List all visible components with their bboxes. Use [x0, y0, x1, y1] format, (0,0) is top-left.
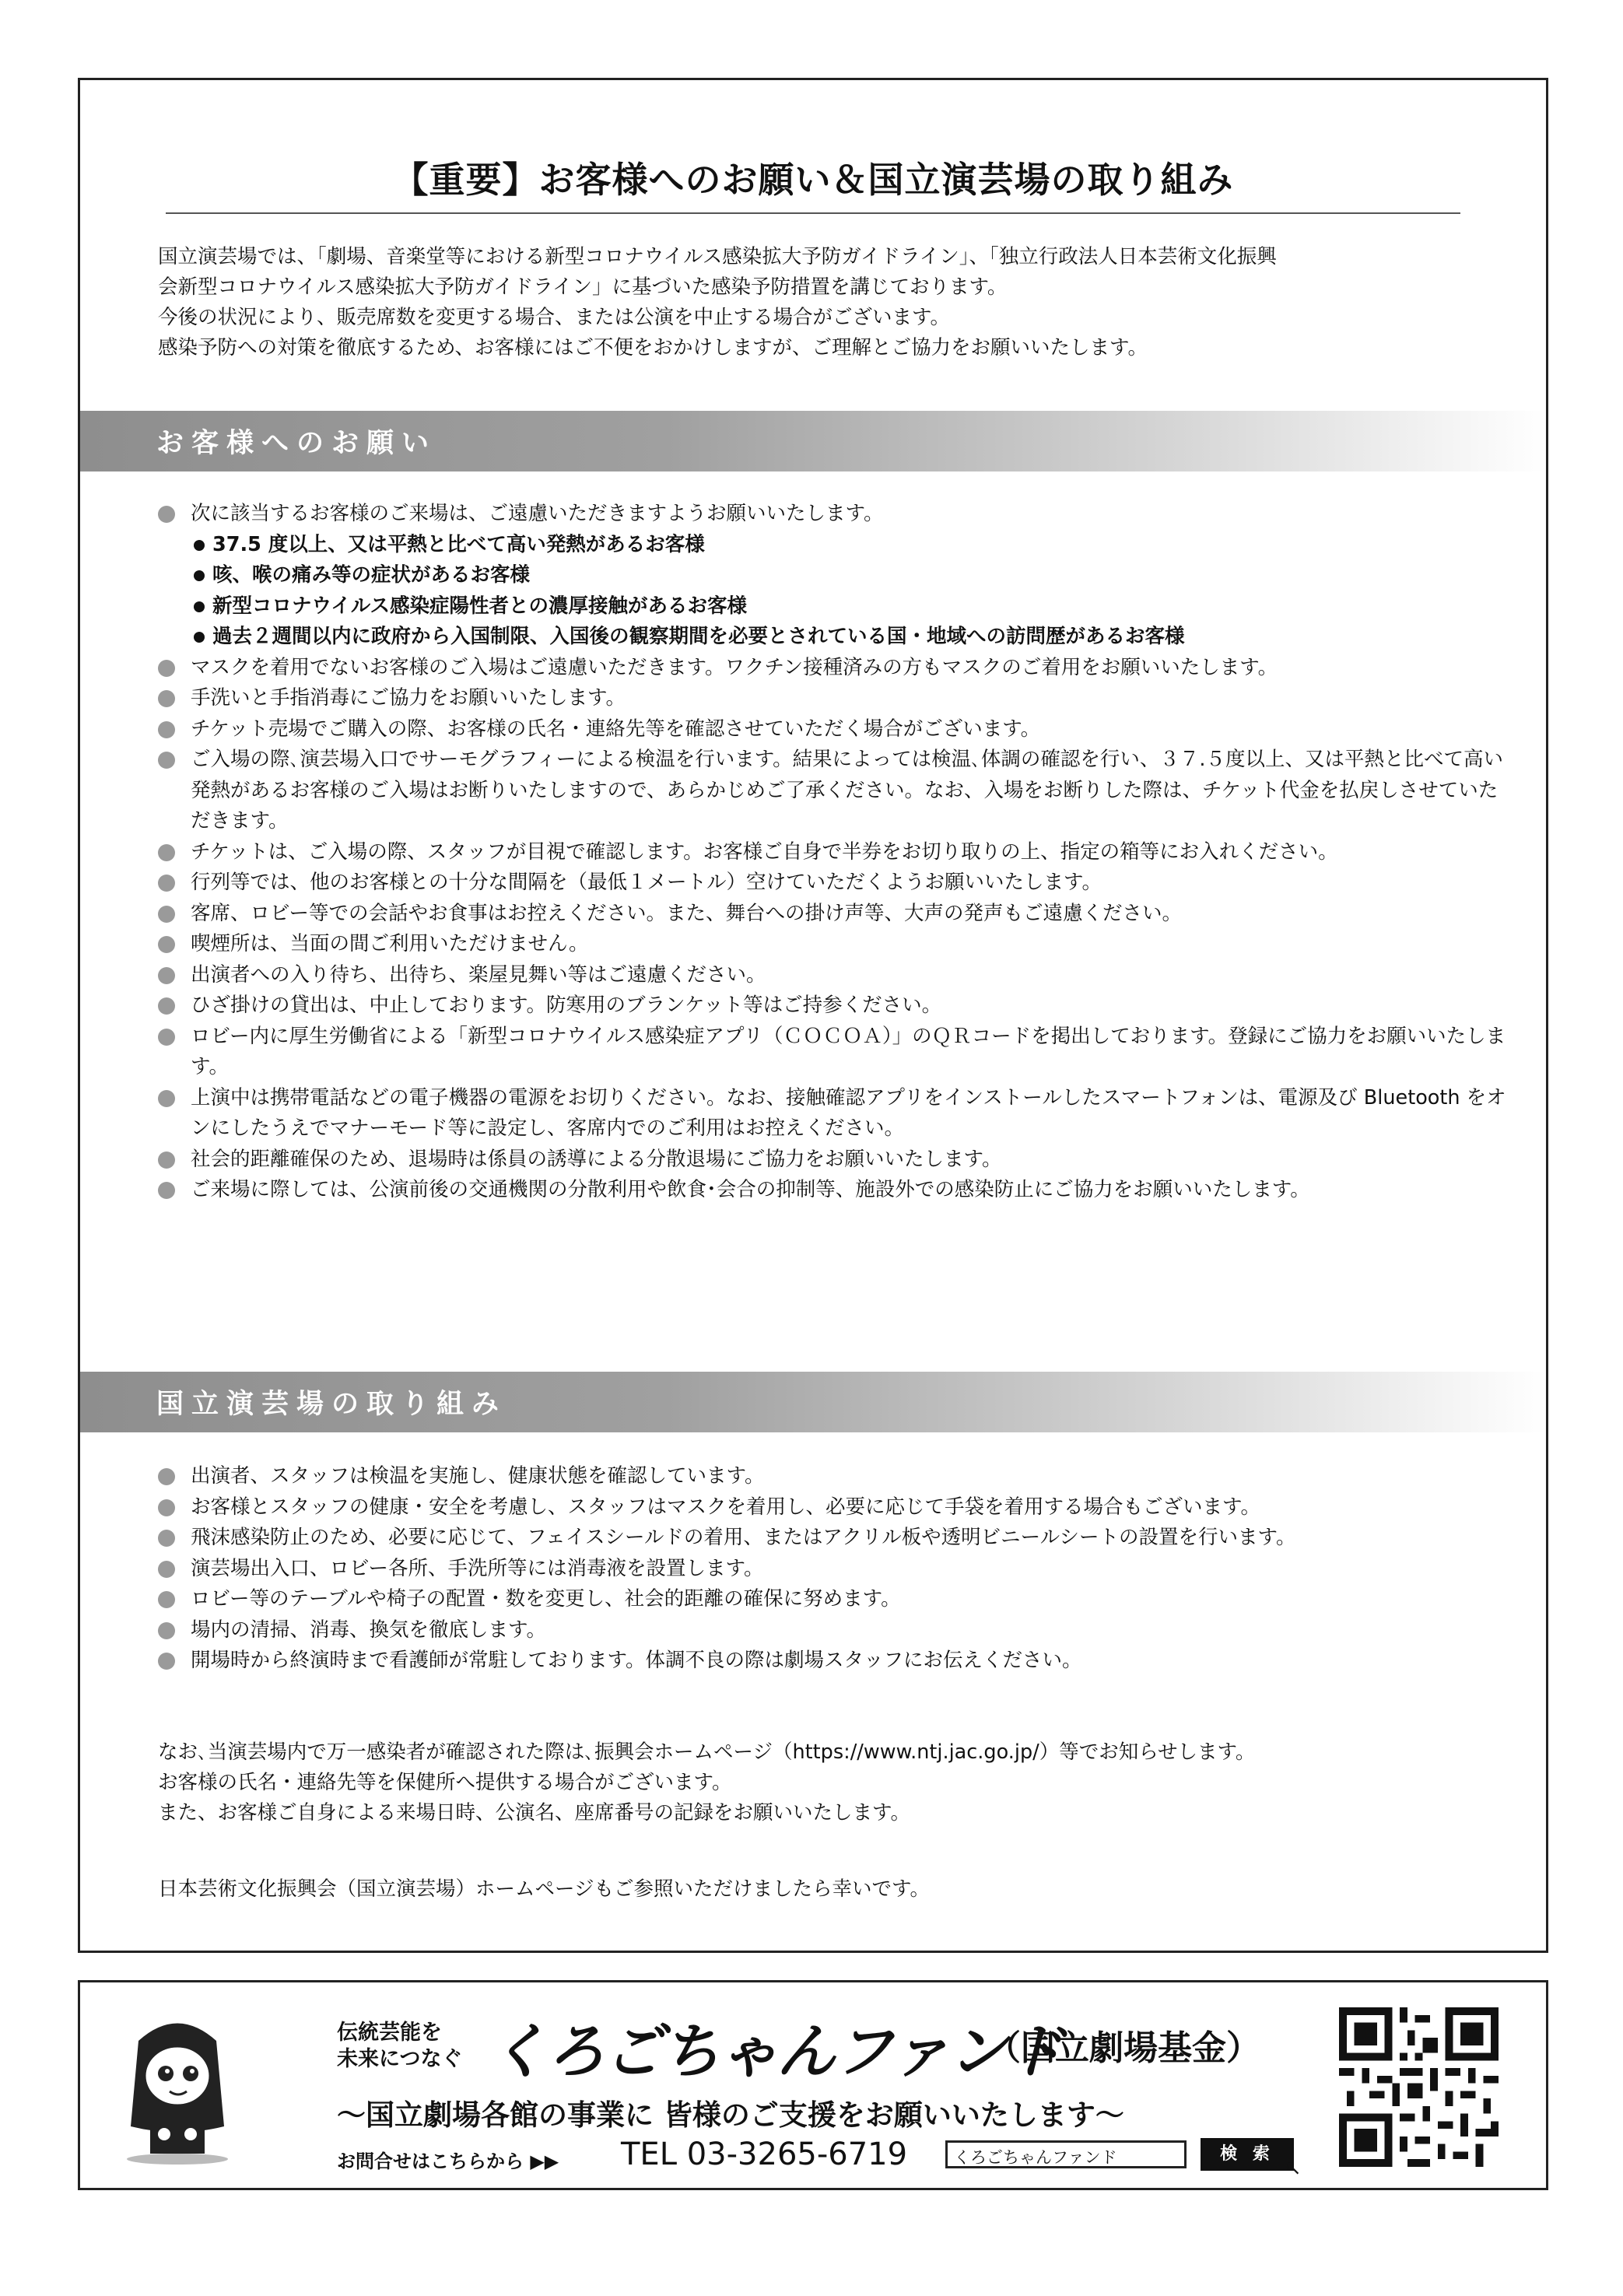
gray-bullet-icon	[158, 1090, 175, 1107]
list-item: 社会的距離確保のため、退場時は係員の誘導による分散退場にご協力をお願いいたします。	[158, 1144, 1512, 1176]
search-button[interactable]: 検 索	[1201, 2138, 1294, 2171]
list-item: 上演中は携帯電話などの電子機器の電源をお切りください。なお、接触確認アプリをインストールしたスマートフォンは、電源及び Bluetooth をオンにしたうえでマナーモード等に設定し、客席内でのご利用はお控えください。	[158, 1083, 1512, 1144]
intro-line: 国立演芸場では、「劇場、音楽堂等における新型コロナウイルス感染拡大予防ガイドライン」、「独立行政法人日本芸術文化振興	[158, 245, 1277, 268]
black-dot-icon	[194, 570, 205, 581]
section-heading-label: 国立演芸場の取り組み	[156, 1388, 507, 1420]
qr-code-icon[interactable]	[1339, 2007, 1499, 2167]
gray-bullet-icon	[158, 690, 175, 707]
gray-bullet-icon	[158, 506, 175, 523]
intro-line: 感染予防への対策を徹底するため、お客様にはご不便をおかけしますが、ご理解とご協力をお願いいたします。	[158, 336, 1148, 359]
gray-bullet-icon	[158, 721, 175, 738]
sub-item: 咳、喉の痛み等の症状があるお客様	[191, 560, 1512, 591]
list-item	[158, 499, 1512, 653]
list-item: お客様とスタッフの健康・安全を考慮し、スタッフはマスクを着用し、必要に応じて手袋を着用する場合もございます。	[158, 1492, 1512, 1523]
fund-banner	[78, 1980, 1548, 2190]
gray-bullet-icon	[158, 1622, 175, 1639]
sub-item: 過去２週間以内に政府から入国制限、入国後の観察期間を必要とされている国・地域への訪問歴があるお客様	[191, 622, 1512, 653]
gray-bullet-icon	[158, 1561, 175, 1578]
gray-bullet-icon	[158, 875, 175, 892]
gray-bullet-icon	[158, 660, 175, 677]
page-title: 【重要】お客様へのお願い＆国立演芸場の取り組み	[392, 159, 1234, 201]
gray-bullet-icon	[158, 844, 175, 861]
fund-subtitle: ～国立劇場各館の事業に 皆様のご支援をお願いいたします～	[337, 2098, 1124, 2132]
gray-bullet-icon	[158, 967, 175, 984]
list-item: 客席、ロビー等での会話やお食事はお控えください。また、舞台への掛け声等、大声の発声もご遠慮ください。	[158, 899, 1512, 930]
list-item: ご入場の際､演芸場入口でサーモグラフィーによる検温を行います。結果によっては検温､体調の確認を行い、３７.５度以上、又は平熱と比べて高い発熱があるお客様のご入場はお断りいたしますので、あらかじめご了承ください。なお、入場をお断りした際は、チケット代金を払戻しさせていただきます。	[158, 745, 1512, 837]
section-heading-requests	[80, 411, 1546, 471]
list-item: ひざ掛けの貸出は、中止しております。防寒用のブランケット等はご持参ください。	[158, 990, 1512, 1022]
section-heading-efforts	[80, 1372, 1546, 1432]
gray-bullet-icon	[158, 906, 175, 923]
note-line: また、お客様ご自身による来場日時、公演名、座席番号の記録をお願いいたします。	[158, 1801, 910, 1825]
list-item: 飛沫感染防止のため、必要に応じて、フェイスシールドの着用、またはアクリル板や透明ビニールシートの設置を行います。	[158, 1523, 1512, 1554]
intro-line: 今後の状況により、販売席数を変更する場合、または公演を中止する場合がございます。	[158, 306, 950, 329]
black-dot-icon	[194, 632, 205, 643]
list-item: 行列等では、他のお客様との十分な間隔を（最低１メートル）空けていただくようお願いいたします。	[158, 868, 1512, 899]
exclusion-sublist	[191, 530, 1512, 653]
title-divider	[166, 212, 1460, 214]
gray-bullet-icon	[158, 1182, 175, 1199]
list-item: 喫煙所は、当面の間ご利用いただけません。	[158, 929, 1512, 960]
list-item: 出演者への入り待ち、出待ち、楽屋見舞い等はご遠慮ください。	[158, 960, 1512, 991]
list-item-text: 次に該当するお客様のご来場は、ご遠慮いただきますようお願いいたします。	[191, 502, 884, 525]
gray-bullet-icon	[158, 1152, 175, 1169]
intro-text	[158, 242, 1465, 363]
telephone-number: TEL 03-3265-6719	[621, 2137, 908, 2172]
fund-name: くろごちゃんファンド	[489, 2017, 1064, 2086]
list-item: 手洗いと手指消毒にご協力をお願いいたします。	[158, 683, 1512, 714]
list-item: 場内の清掃、消毒、換気を徹底します。	[158, 1615, 1512, 1646]
pointer-cursor-icon: ↖	[1285, 2157, 1302, 2180]
list-item: チケットは、ご入場の際、スタッフが目視で確認します。お客様ご自身で半券をお切り取りの上、指定の箱等にお入れください。	[158, 837, 1512, 868]
sub-item: 新型コロナウイルス感染症陽性者との濃厚接触があるお客様	[191, 591, 1512, 622]
list-item: 演芸場出入口、ロビー各所、手洗所等には消毒液を設置します。	[158, 1554, 1512, 1585]
efforts-list	[158, 1461, 1512, 1677]
gray-bullet-icon	[158, 1530, 175, 1547]
gray-bullet-icon	[158, 1653, 175, 1670]
section-heading-label: お客様へのお願い	[156, 427, 437, 459]
requests-list	[158, 499, 1512, 1206]
gray-bullet-icon	[158, 936, 175, 953]
reference-text: 日本芸術文化振興会（国立演芸場）ホームページもご参照いただけましたら幸いです。	[158, 1877, 930, 1901]
list-item: ロビー等のテーブルや椅子の配置・数を変更し、社会的距離の確保に努めます。	[158, 1584, 1512, 1615]
black-dot-icon	[194, 601, 205, 612]
intro-line: 会新型コロナウイルス感染拡大予防ガイドライン」に基づいた感染予防措置を講じております。	[158, 275, 1008, 299]
notice-box	[78, 78, 1548, 1953]
gray-bullet-icon	[158, 1499, 175, 1516]
notes-text	[158, 1737, 1512, 1828]
list-item: チケット売場でご購入の際、お客様の氏名・連絡先等を確認させていただく場合がございます。	[158, 714, 1512, 745]
list-item: ロビー内に厚生労働省による「新型コロナウイルス感染症アプリ（ＣＯＣＯＡ）」のＱＲコードを掲出しております。登録にご協力をお願いいたします。	[158, 1022, 1512, 1083]
kurogo-mascot-icon	[119, 2010, 236, 2165]
gray-bullet-icon	[158, 752, 175, 769]
note-line: お客様の氏名・連絡先等を保健所へ提供する場合がございます。	[158, 1771, 732, 1794]
note-line: なお､当演芸場内で万一感染者が確認された際は､振興会ホームページ（https://www.ntj.jac.go.jp/）等でお知らせします。	[158, 1740, 1256, 1764]
fund-tagline: 伝統芸能を 未来につなぐ	[337, 2021, 463, 2071]
gray-bullet-icon	[158, 1029, 175, 1046]
fund-name-paren: （国立劇場基金）	[987, 2028, 1260, 2068]
black-dot-icon	[194, 540, 205, 551]
list-item: 開場時から終演時まで看護師が常駐しております。体調不良の際は劇場スタッフにお伝えください。	[158, 1646, 1512, 1677]
list-item: マスクを着用でないお客様のご入場はご遠慮いただきます。ワクチン接種済みの方もマスクのご着用をお願いいたします。	[158, 653, 1512, 684]
list-item: ご来場に際しては、公演前後の交通機関の分散利用や飲食･会合の抑制等、施設外での感染防止にご協力をお願いいたします。	[158, 1175, 1512, 1206]
contact-label: お問合せはこちらから ▶▶	[337, 2151, 559, 2172]
sub-item: 37.5 度以上、又は平熱と比べて高い発熱があるお客様	[191, 530, 1512, 561]
gray-bullet-icon	[158, 997, 175, 1015]
search-input[interactable]: くろごちゃんファンド	[945, 2140, 1187, 2168]
list-item: 出演者、スタッフは検温を実施し、健康状態を確認しています。	[158, 1461, 1512, 1492]
gray-bullet-icon	[158, 1468, 175, 1485]
gray-bullet-icon	[158, 1591, 175, 1608]
